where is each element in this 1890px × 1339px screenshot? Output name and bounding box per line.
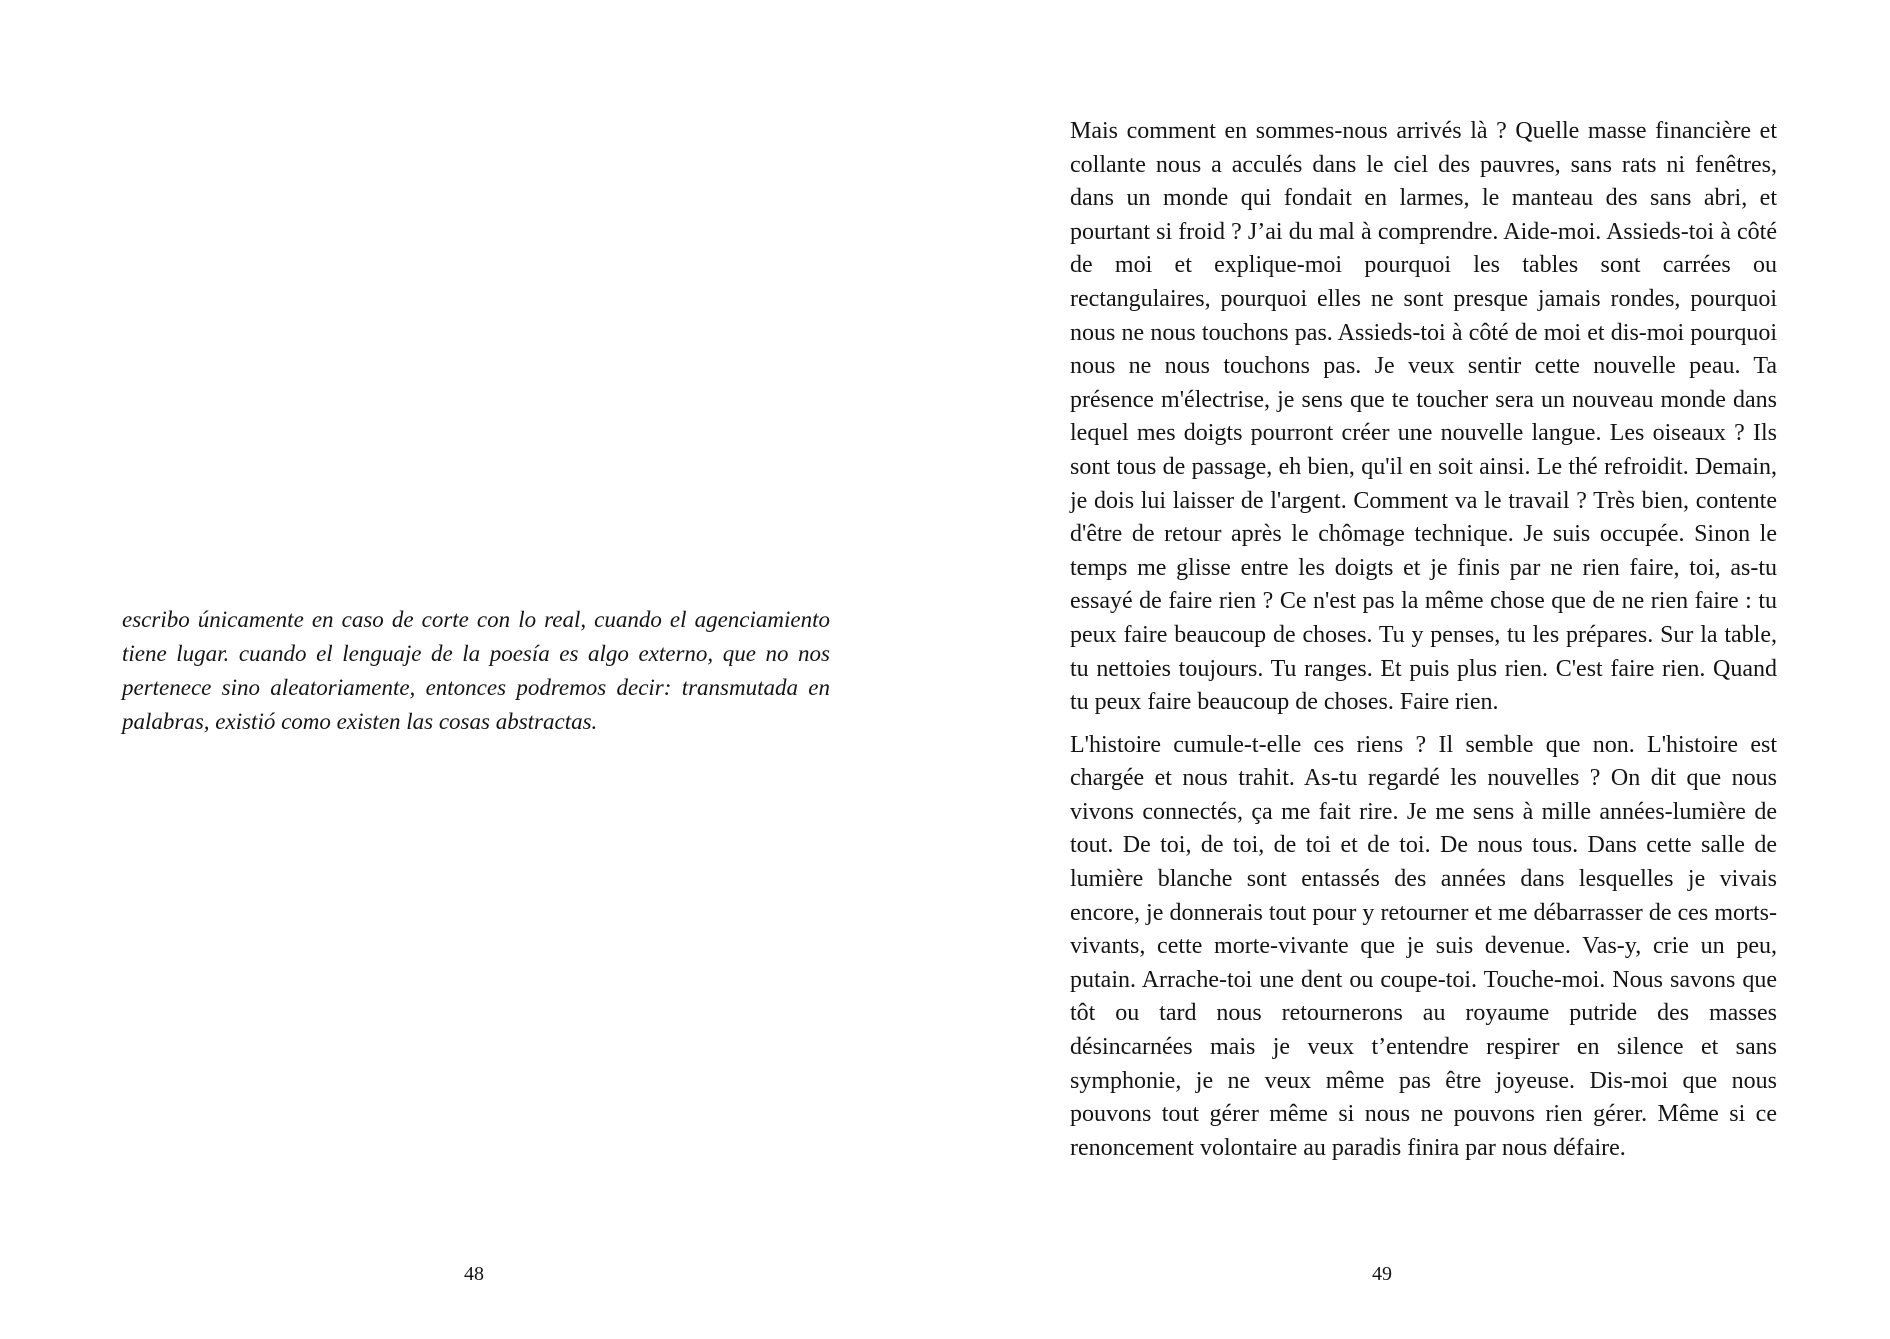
page-number-right: 49 [1372,1263,1392,1285]
epigraph: escribo únicamente en caso de corte con lo real, cuando el agenciamiento tiene lugar. cuando el lenguaje de la poesía es algo externo, que no nos pertenece sino aleatoriamente, entonces podremos decir: transmutada en palabras, existió como existen las cosas abstractas. [122,607,830,734]
paragraph-1: Mais comment en sommes-nous arrivés là ? Quelle masse financière et collante nous a acculés dans le ciel des pauvres, sans rats ni fenêtres, dans un monde qui fondait en larmes, le manteau des sans abri, et pourtant si froid ? J’ai du mal à comprendre. Aide-moi. Assieds-toi à côté de moi et explique-moi pourquoi les tables sont carrées ou rectangulaires, pourquoi elles ne sont presque jamais rondes, pourquoi nous ne nous touchons pas. Assieds-toi à côté de moi et dis-moi pourquoi nous ne nous touchons pas. Je veux sentir cette nouvelle peau. Ta présence m'électrise, je sens que te toucher sera un nouveau monde dans lequel mes doigts pourront créer une nouvelle langue. Les oiseaux ? Ils sont tous de passage, eh bien, qu'il en soit ainsi. Le thé refroidit. Demain, je dois lui laisser de l'argent. Comment va le travail ? Très bien, contente d'être de retour après le chômage technique. Je suis occupée. Sinon le temps me glisse entre les doigts et je finis par ne rien faire, toi, as-tu essayé de faire rien ? Ce n'est pas la même chose que de ne rien faire : tu peux faire beaucoup de choses. Tu y penses, tu les prépares. Sur la table, tu nettoies toujours. Tu ranges. Et puis plus rien. C'est faire rien. Quand tu peux faire beaucoup de choses. Faire rien. [1070,118,1777,716]
right-page [945,0,1890,1339]
body-text [1070,115,1777,1165]
page-number-left: 48 [464,1263,484,1285]
paragraph-2: L'histoire cumule-t-elle ces riens ? Il semble que non. L'histoire est chargée et nous trahit. As-tu regardé les nouvelles ? On dit que nous vivons connectés, ça me fait rire. Je me sens à mille années-lumière de tout. De toi, de toi, de toi et de toi. De nous tous. Dans cette salle de lumière blanche sont entassés des années dans lesquelles je vivais encore, je donnerais tout pour y retourner et me débarrasser de ces morts-vivants, cette morte-vivante que je suis devenue. Vas-y, crie un peu, putain. Arrache-toi une dent ou coupe-toi. Touche-moi. Nous savons que tôt ou tard nous retournerons au royaume putride des masses désincarnées mais je veux t’entendre respirer en silence et sans symphonie, je ne veux même pas être joyeuse. Dis-moi que nous pouvons tout gérer même si nous ne pouvons rien gérer. Même si ce renoncement volontaire au paradis finira par nous défaire. [1070,731,1777,1161]
